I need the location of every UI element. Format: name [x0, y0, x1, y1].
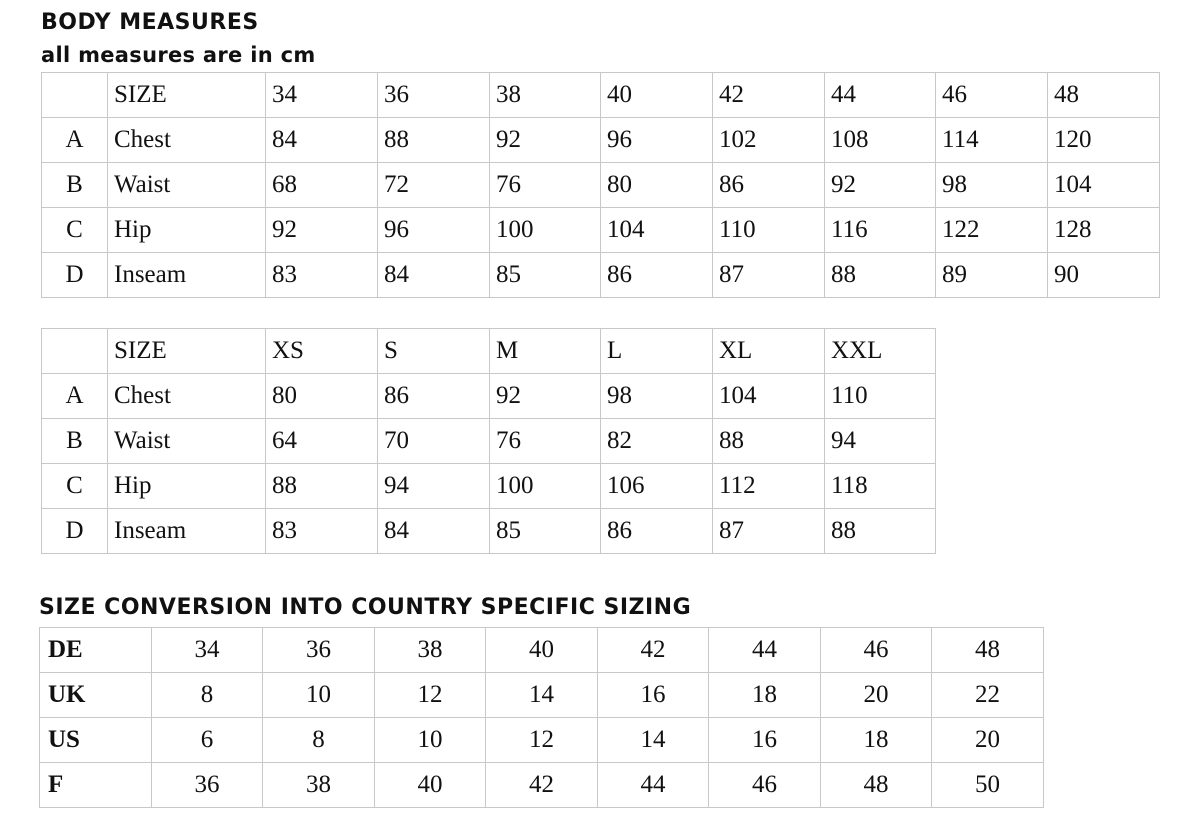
- conversion-value-cell: 18: [821, 718, 932, 763]
- measure-value-cell: 82: [601, 419, 713, 464]
- measure-value-cell: 96: [378, 208, 490, 253]
- measure-value-cell: 104: [713, 374, 825, 419]
- measure-value-cell: 92: [490, 118, 601, 163]
- measure-value-cell: 83: [266, 253, 378, 298]
- measure-value-cell: 86: [713, 163, 825, 208]
- country-label-cell: F: [40, 763, 152, 808]
- measure-value-cell: 68: [266, 163, 378, 208]
- table-row: [42, 253, 1160, 298]
- header-row: [42, 329, 936, 374]
- conversion-value-cell: 46: [821, 628, 932, 673]
- measure-value-cell: 118: [825, 464, 936, 509]
- measure-value-cell: 110: [713, 208, 825, 253]
- country-label-cell: UK: [40, 673, 152, 718]
- measure-value-cell: 110: [825, 374, 936, 419]
- measure-value-cell: 87: [713, 253, 825, 298]
- measure-value-cell: 86: [601, 509, 713, 554]
- measure-value-cell: 120: [1048, 118, 1160, 163]
- conversion-value-cell: 46: [709, 763, 821, 808]
- conversion-value-cell: 22: [932, 673, 1044, 718]
- measure-label-cell: Hip: [108, 208, 266, 253]
- table-row: [42, 419, 936, 464]
- table-row: [42, 208, 1160, 253]
- measure-value-cell: 90: [1048, 253, 1160, 298]
- conversion-value-cell: 10: [375, 718, 486, 763]
- measure-value-cell: 84: [378, 253, 490, 298]
- measure-label-cell: Inseam: [108, 253, 266, 298]
- size-header-cell: 46: [936, 73, 1048, 118]
- measure-value-cell: 106: [601, 464, 713, 509]
- measure-value-cell: 128: [1048, 208, 1160, 253]
- measure-label-cell: Waist: [108, 419, 266, 464]
- conversion-value-cell: 36: [263, 628, 375, 673]
- table-row: [40, 673, 1044, 718]
- conversion-value-cell: 40: [375, 763, 486, 808]
- page-title: BODY MEASURES: [41, 10, 259, 35]
- measure-value-cell: 112: [713, 464, 825, 509]
- conversion-value-cell: 44: [598, 763, 709, 808]
- conversion-value-cell: 44: [709, 628, 821, 673]
- size-header-cell: 48: [1048, 73, 1160, 118]
- row-letter-cell: A: [42, 374, 108, 419]
- row-letter-cell: D: [42, 253, 108, 298]
- measure-value-cell: 98: [936, 163, 1048, 208]
- measure-value-cell: 87: [713, 509, 825, 554]
- measure-value-cell: 88: [825, 253, 936, 298]
- measure-value-cell: 94: [825, 419, 936, 464]
- row-letter-cell: [42, 73, 108, 118]
- conversion-value-cell: 20: [932, 718, 1044, 763]
- measure-value-cell: 85: [490, 253, 601, 298]
- measure-value-cell: 70: [378, 419, 490, 464]
- conversion-value-cell: 8: [152, 673, 263, 718]
- measure-value-cell: 92: [825, 163, 936, 208]
- measure-value-cell: 116: [825, 208, 936, 253]
- conversion-value-cell: 40: [486, 628, 598, 673]
- measure-value-cell: 96: [601, 118, 713, 163]
- conversion-value-cell: 48: [932, 628, 1044, 673]
- table-row: [40, 628, 1044, 673]
- table-row: [42, 163, 1160, 208]
- conversion-value-cell: 8: [263, 718, 375, 763]
- measure-value-cell: 83: [266, 509, 378, 554]
- measure-value-cell: 114: [936, 118, 1048, 163]
- conversion-value-cell: 36: [152, 763, 263, 808]
- row-letter-cell: D: [42, 509, 108, 554]
- measure-value-cell: 88: [266, 464, 378, 509]
- measure-value-cell: 89: [936, 253, 1048, 298]
- measure-value-cell: 76: [490, 163, 601, 208]
- conversion-value-cell: 42: [486, 763, 598, 808]
- measure-label-cell: Waist: [108, 163, 266, 208]
- measure-value-cell: 88: [713, 419, 825, 464]
- table-row: [42, 118, 1160, 163]
- body-measures-numeric-table: [41, 72, 1160, 298]
- size-header-cell: 42: [713, 73, 825, 118]
- measure-value-cell: 84: [266, 118, 378, 163]
- body-measures-numeric-body: [42, 73, 1160, 298]
- measure-value-cell: 92: [490, 374, 601, 419]
- conversion-title: SIZE CONVERSION INTO COUNTRY SPECIFIC SIZING: [39, 595, 692, 620]
- body-measures-letter-body: [42, 329, 936, 554]
- row-letter-cell: [42, 329, 108, 374]
- measure-value-cell: 64: [266, 419, 378, 464]
- size-header-label: SIZE: [108, 73, 266, 118]
- measure-value-cell: 84: [378, 509, 490, 554]
- conversion-value-cell: 16: [598, 673, 709, 718]
- table-row: [42, 374, 936, 419]
- conversion-value-cell: 16: [709, 718, 821, 763]
- conversion-value-cell: 18: [709, 673, 821, 718]
- row-letter-cell: C: [42, 464, 108, 509]
- conversion-value-cell: 42: [598, 628, 709, 673]
- country-label-cell: US: [40, 718, 152, 763]
- row-letter-cell: B: [42, 419, 108, 464]
- header-row: [42, 73, 1160, 118]
- size-header-cell: 44: [825, 73, 936, 118]
- measure-label-cell: Hip: [108, 464, 266, 509]
- measure-value-cell: 104: [601, 208, 713, 253]
- row-letter-cell: B: [42, 163, 108, 208]
- row-letter-cell: C: [42, 208, 108, 253]
- country-label-cell: DE: [40, 628, 152, 673]
- conversion-value-cell: 12: [486, 718, 598, 763]
- measure-value-cell: 80: [601, 163, 713, 208]
- measure-value-cell: 108: [825, 118, 936, 163]
- measure-label-cell: Inseam: [108, 509, 266, 554]
- conversion-value-cell: 14: [598, 718, 709, 763]
- conversion-value-cell: 50: [932, 763, 1044, 808]
- measure-value-cell: 100: [490, 464, 601, 509]
- conversion-value-cell: 38: [263, 763, 375, 808]
- table-row: [42, 464, 936, 509]
- size-header-cell: XXL: [825, 329, 936, 374]
- measure-value-cell: 80: [266, 374, 378, 419]
- size-header-cell: 38: [490, 73, 601, 118]
- measure-value-cell: 122: [936, 208, 1048, 253]
- size-header-cell: L: [601, 329, 713, 374]
- conversion-value-cell: 34: [152, 628, 263, 673]
- size-header-cell: S: [378, 329, 490, 374]
- measure-value-cell: 88: [825, 509, 936, 554]
- measure-value-cell: 72: [378, 163, 490, 208]
- conversion-value-cell: 48: [821, 763, 932, 808]
- conversion-value-cell: 14: [486, 673, 598, 718]
- conversion-value-cell: 6: [152, 718, 263, 763]
- measure-value-cell: 88: [378, 118, 490, 163]
- conversion-value-cell: 10: [263, 673, 375, 718]
- measure-value-cell: 98: [601, 374, 713, 419]
- size-header-cell: XL: [713, 329, 825, 374]
- body-measures-letter-table: [41, 328, 936, 554]
- measure-value-cell: 86: [378, 374, 490, 419]
- table-row: [42, 509, 936, 554]
- measure-value-cell: 100: [490, 208, 601, 253]
- measure-label-cell: Chest: [108, 374, 266, 419]
- row-letter-cell: A: [42, 118, 108, 163]
- size-header-label: SIZE: [108, 329, 266, 374]
- conversion-value-cell: 20: [821, 673, 932, 718]
- page-subtitle: all measures are in cm: [41, 43, 316, 67]
- measure-value-cell: 76: [490, 419, 601, 464]
- measure-value-cell: 94: [378, 464, 490, 509]
- size-header-cell: 40: [601, 73, 713, 118]
- size-conversion-table: [39, 627, 1044, 808]
- measure-value-cell: 85: [490, 509, 601, 554]
- measure-value-cell: 104: [1048, 163, 1160, 208]
- measure-value-cell: 102: [713, 118, 825, 163]
- size-header-cell: 34: [266, 73, 378, 118]
- size-conversion-body: [40, 628, 1044, 808]
- measure-value-cell: 92: [266, 208, 378, 253]
- measure-label-cell: Chest: [108, 118, 266, 163]
- size-header-cell: M: [490, 329, 601, 374]
- size-header-cell: XS: [266, 329, 378, 374]
- conversion-value-cell: 38: [375, 628, 486, 673]
- measure-value-cell: 86: [601, 253, 713, 298]
- conversion-value-cell: 12: [375, 673, 486, 718]
- table-row: [40, 718, 1044, 763]
- size-header-cell: 36: [378, 73, 490, 118]
- table-row: [40, 763, 1044, 808]
